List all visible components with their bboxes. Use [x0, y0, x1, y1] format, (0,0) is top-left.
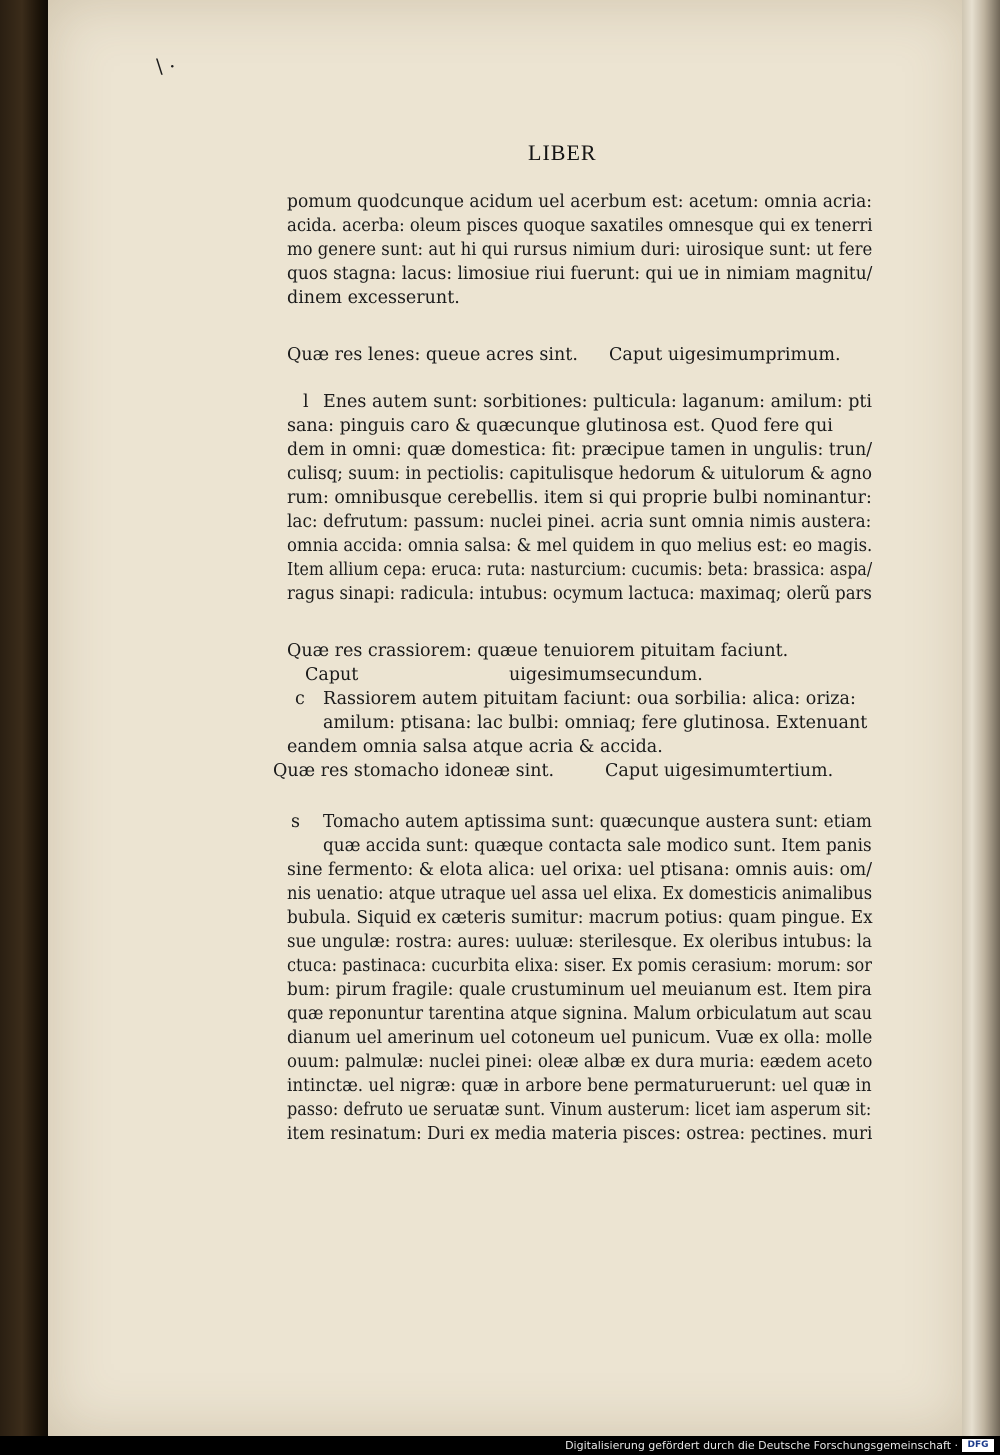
guide-letter: s — [291, 812, 300, 832]
text-line: dem in omni: quæ domestica: fit: præcipue tamen in ungulis: trun/ — [287, 440, 873, 460]
text-line: ouum: palmulæ: nuclei pinei: oleæ albæ ex dura muria: eædem aceto — [287, 1052, 873, 1072]
text-line: dinem excesserunt. — [287, 288, 460, 308]
chapter-number: Caput — [305, 665, 359, 685]
footer-bar — [0, 1436, 1000, 1455]
text-line: item resinatum: Duri ex media materia pisces: ostrea: pectines. muri — [287, 1124, 873, 1144]
text-line: ragus sinapi: radicula: intubus: ocymum lactuca: maximaq; olerũ pars — [287, 584, 872, 604]
text-line: sine fermento: & elota alica: uel orixa: uel ptisana: omnis auis: om/ — [287, 860, 873, 880]
text-line: Enes autem sunt: sorbitiones: pulticula: laganum: amilum: pti — [323, 392, 873, 412]
text-line: intinctæ. uel nigræ: quæ in arbore bene permaturuerunt: uel quæ in — [287, 1076, 872, 1096]
text-line: mo genere sunt: aut hi qui rursus nimium duri: uirosique sunt: ut fere — [287, 240, 873, 260]
footer-credit: Digitalisierung gefördert durch die Deutsche Forschungsgemeinschaft · — [565, 1439, 958, 1452]
text-line: sue ungulæ: rostra: aures: uuluæ: sterilesque. Ex oleribus intubus: la — [287, 932, 872, 952]
chapter-heading: Quæ res stomacho idoneæ sint. — [273, 761, 555, 781]
page-edge — [962, 0, 1000, 1436]
text-line: bubula. Siquid ex cæteris sumitur: macrum potius: quam pingue. Ex — [287, 908, 873, 928]
text-line: dianum uel amerinum uel cotoneum uel punicum. Vuæ ex olla: molle — [287, 1028, 873, 1048]
text-line: passo: defruto ue seruatæ sunt. Vinum austerum: licet iam asperum sit: — [287, 1100, 872, 1120]
text-line: bum: pirum fragile: quale crustuminum uel meuianum est. Item pira — [287, 980, 872, 1000]
guide-letter: l — [303, 392, 309, 412]
text-line: Item allium cepa: eruca: ruta: nasturcium: cucumis: beta: brassica: aspa/ — [287, 560, 873, 580]
text-line: quæ reponuntur tarentina atque signina. Malum orbiculatum aut scau — [287, 1004, 873, 1024]
chapter-heading: Quæ res lenes: queue acres sint. — [287, 345, 578, 365]
chapter-number: Caput uigesimumtertium. — [605, 761, 834, 781]
chapter-number-rest: uigesimumsecundum. — [509, 665, 703, 685]
text-line: rum: omnibusque cerebellis. item si qui proprie bulbi nominantur: — [287, 488, 872, 508]
text-line: sana: pinguis caro & quæcunque glutinosa est. Quod fere qui — [287, 416, 833, 436]
text-line: lac: defrutum: passum: nuclei pinei. acria sunt omnia nimis austera: — [287, 512, 872, 532]
guide-letter: c — [295, 689, 305, 709]
text-line: pomum quodcunque acidum uel acerbum est: acetum: omnia acria: — [287, 192, 873, 212]
text-line: eandem omnia salsa atque acria & accida. — [287, 737, 663, 757]
text-line: quos stagna: lacus: limosiue riui fuerunt: qui ue in nimiam magnitu/ — [287, 264, 873, 284]
text-line: culisq; suum: in pectiolis: capitulisque hedorum & uitulorum & agno — [287, 464, 872, 484]
text-line: amilum: ptisana: lac bulbi: omniaq; fere glutinosa. Extenuant — [323, 713, 868, 733]
text-line: Tomacho autem aptissima sunt: quæcunque austera sunt: etiam — [323, 812, 872, 832]
text-line: ctuca: pastinaca: cucurbita elixa: siser. Ex pomis cerasium: morum: sor — [287, 956, 873, 976]
text-line: omnia accida: omnia salsa: & mel quidem in quo melius est: eo magis. — [287, 536, 873, 556]
text-line: Rassiorem autem pituitam faciunt: oua sorbilia: alica: oriza: — [323, 689, 856, 709]
dfg-logo: DFG — [962, 1439, 994, 1452]
corner-mark: \ · — [156, 54, 176, 78]
chapter-number: Caput uigesimumprimum. — [609, 345, 841, 365]
text-line: nis uenatio: atque utraque uel assa uel elixa. Ex domesticis animalibus — [287, 884, 873, 904]
running-head: LIBER — [528, 140, 597, 165]
text-line: acida. acerba: oleum pisces quoque saxatiles omnesque qui ex tenerri — [287, 216, 873, 236]
chapter-heading: Quæ res crassiorem: quæue tenuiorem pituitam faciunt. — [287, 641, 789, 661]
text-line: quæ accida sunt: quæque contacta sale modico sunt. Item panis — [323, 836, 872, 856]
